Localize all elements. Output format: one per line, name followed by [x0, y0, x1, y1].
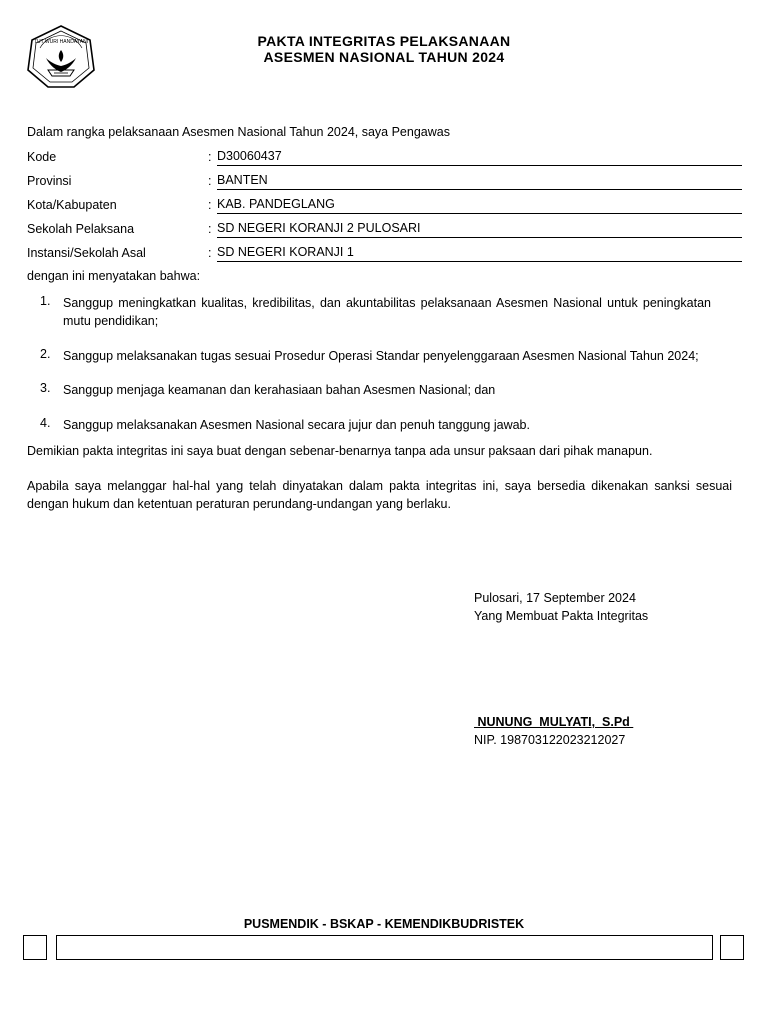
declaration-lead: dengan ini menyatakan bahwa: [27, 269, 201, 283]
field-colon: : [208, 198, 212, 212]
document-title-line2: ASESMEN NASIONAL TAHUN 2024 [263, 49, 505, 65]
field-value-instansi: SD NEGERI KORANJI 1 [217, 245, 742, 262]
list-item-number: 4. [40, 416, 51, 430]
field-value-kode: D30060437 [217, 149, 742, 166]
intro-text: Dalam rangka pelaksanaan Asesmen Nasional Tahun 2024, saya Pengawas [27, 125, 450, 139]
place-date: Pulosari, 17 September 2024 [474, 591, 636, 605]
signer-name: NUNUNG MULYATI, S.Pd [474, 715, 634, 729]
field-colon: : [208, 174, 212, 188]
list-item-text: Sanggup melaksanakan tugas sesuai Prosedur Operasi Standar penyelenggaraan Asesmen Nasional Tahun 2024; [63, 349, 699, 363]
field-colon: : [208, 246, 212, 260]
field-label-kota: Kota/Kabupaten [27, 198, 117, 212]
field-colon: : [208, 222, 212, 236]
field-value-kota: KAB. PANDEGLANG [217, 197, 742, 214]
logo-text: TUT WURI HANDAYANI [33, 39, 89, 45]
signer-nip: NIP. 198703122023212027 [474, 733, 626, 747]
list-item-text: Sanggup meningkatkan kualitas, kredibilitas, dan akuntabilitas pelaksanaan Asesmen Nasional untuk peningkatan mutu pendidikan; [63, 296, 711, 328]
list-item-number: 1. [40, 294, 51, 308]
field-label-kode: Kode [27, 150, 57, 164]
signer-role: Yang Membuat Pakta Integritas [474, 609, 649, 623]
field-value-sekolah-pelaksana: SD NEGERI KORANJI 2 PULOSARI [217, 221, 742, 238]
field-label-provinsi: Provinsi [27, 174, 72, 188]
list-item-number: 3. [40, 381, 51, 395]
footer-center-box [56, 935, 713, 960]
footer-org: PUSMENDIK - BSKAP - KEMENDIKBUDRISTEK [243, 917, 525, 931]
field-label-instansi: Instansi/Sekolah Asal [27, 246, 146, 260]
field-colon: : [208, 150, 212, 164]
field-value-provinsi: BANTEN [217, 173, 742, 190]
document-title-line1: PAKTA INTEGRITAS PELAKSANAAN [257, 33, 511, 49]
footer-left-box [23, 935, 47, 960]
list-item-text: Sanggup melaksanakan Asesmen Nasional secara jujur dan penuh tanggung jawab. [63, 418, 530, 432]
list-item-number: 2. [40, 347, 51, 361]
closing-paragraph-1: Demikian pakta integritas ini saya buat dengan sebenar-benarnya tanpa ada unsur paksaan dari pihak manapun. [27, 444, 653, 458]
list-item-text: Sanggup menjaga keamanan dan kerahasiaan bahan Asesmen Nasional; dan [63, 383, 496, 397]
field-label-sekolah-pelaksana: Sekolah Pelaksana [27, 222, 135, 236]
closing-paragraph-2: Apabila saya melanggar hal-hal yang telah dinyatakan dalam pakta integritas ini, saya bersedia dikenakan sanksi sesuai dengan hukum dan ketentuan peraturan perundang-undangan yang berlaku. [27, 479, 732, 511]
footer-right-box [720, 935, 744, 960]
